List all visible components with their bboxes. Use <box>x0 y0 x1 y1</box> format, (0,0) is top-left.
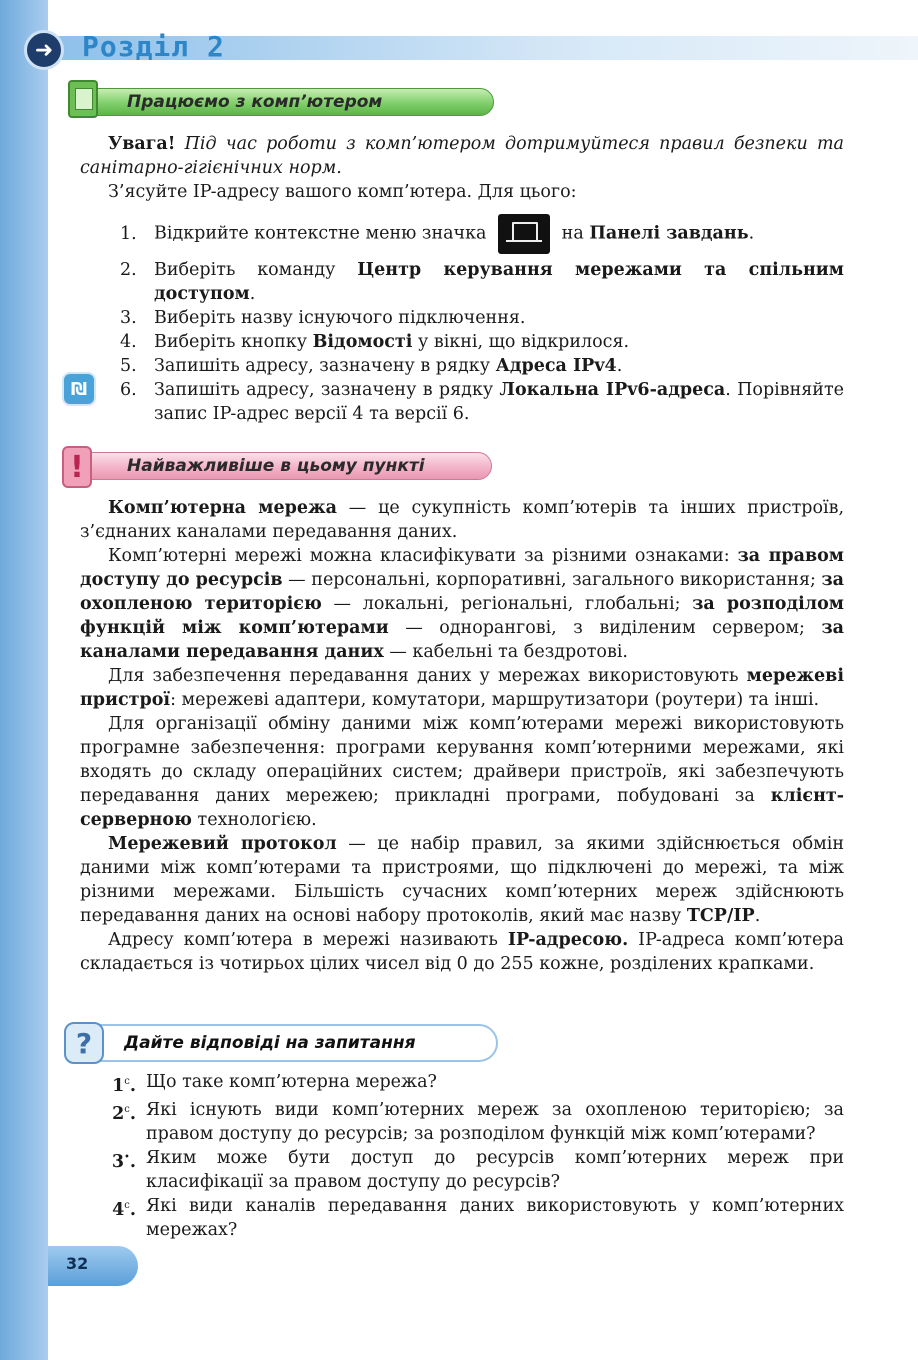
chapter-title: Розділ 2 <box>82 30 225 63</box>
warning-paragraph <box>80 132 844 180</box>
practice-intro: З’ясуйте IP-адресу вашого комп’ютера. Для цього: <box>108 182 577 202</box>
summary-banner <box>66 452 492 480</box>
arrow-right-icon: ➜ <box>24 30 64 70</box>
question-item: $1^с$. Що таке комп’ютерна мережа? <box>112 1072 437 1096</box>
summary-paragraph-6: Адресу комп’ютера в мережі називають IP-адресою. IP-адреса комп’ютера складається із чотирьох цілих чисел від 0 до 255 кожне, розділених крапками. <box>80 930 844 974</box>
questions-list <box>100 1070 844 1242</box>
question-item: $2^с$. Які існують види комп’ютерних мереж за охопленою територією; за правом доступу до ресурсів; за розподілом функцій між комп’ютерами? <box>112 1099 844 1144</box>
summary-paragraph-1: Комп’ютерна мережа — це сукупність комп’ютерів та інших пристроїв, з’єднаних каналами передавання даних. <box>80 498 845 542</box>
list-item: 1. Відкрийте контекстне меню значка на Панелі завдань. <box>120 212 844 256</box>
practice-banner <box>70 88 494 116</box>
network-monitor-icon <box>498 214 550 254</box>
practice-steps <box>120 212 844 426</box>
exclamation-icon: ! <box>62 446 92 488</box>
questions-banner <box>66 1024 498 1062</box>
summary-paragraph-5: Мережевий протокол — це набір правил, за якими здійснюється обмін даними між комп’ютерами та пристроями, що підключені до мережі, та між різними мережами. Більшість сучасних комп’ютерних мереж здійснюють передавання даних на основі набору протоколів, який має назву TCP/IP. <box>80 834 844 926</box>
left-margin-strip <box>0 0 48 1360</box>
question-icon: ? <box>64 1022 104 1064</box>
summary-paragraph-2: Комп’ютерні мережі можна класифікувати за різними ознаками: за правом доступу до ресурсів — персональні, корпоративні, загального використання; за охопленою територією — локальні, регіональні, глобальні; за розподілом функцій між комп’ютерами — однорангові, з виділеним сервером; за каналами передавання даних — кабельні та бездротові. <box>80 546 845 662</box>
list-item: 6. Запишіть адресу, зазначену в рядку Локальна IPv6-адреса. Порівняйте запис IP-адрес версії 4 та версії 6. <box>120 380 844 424</box>
page-number-tab <box>48 1246 138 1286</box>
warning-label: Увага! <box>108 134 176 154</box>
list-item: 4. Виберіть кнопку Відомості у вікні, що відкрилося. <box>120 332 630 352</box>
summary-paragraph-4: Для організації обміну даними між комп’ютерами мережі використовують програмне забезпечення: програми керування комп’ютерними мережами, які входять до складу операційних систем; драйвери пристроїв, які забезпечують передавання даних мережею; прикладні програми, побудовані за клієнт-серверною технологією. <box>80 714 844 830</box>
question-item: 3•. Яким може бути доступ до ресурсів комп’ютерних мереж при класифікації за правом доступу до ресурсів? <box>111 1147 844 1192</box>
questions-banner-label: Дайте відповіді на запитання <box>124 1033 416 1053</box>
summary-banner-label: Найважливіше в цьому пункті <box>127 456 425 476</box>
practice-banner-label: Працюємо з комп’ютером <box>127 92 383 112</box>
link-icon[interactable]: ₪ <box>62 372 96 406</box>
summary-paragraph-3: Для забезпечення передавання даних у мережах використовують мережеві пристрої: мережеві адаптери, комутатори, маршрутизатори (роутери) та інші. <box>80 666 844 710</box>
computer-icon <box>68 80 98 118</box>
page-number: 32 <box>66 1254 89 1273</box>
question-item: $4^с$. Які види каналів передавання даних використовують у комп’ютерних мережах? <box>112 1195 844 1240</box>
list-item: 5. Запишіть адресу, зазначену в рядку Адреса IPv4. <box>120 356 623 376</box>
warning-text: Під час роботи з комп’ютером дотримуйтеся правил безпеки та санітарно-гігієнічних норм. <box>80 134 844 178</box>
list-item: 3. Виберіть назву існуючого підключення. <box>120 308 526 328</box>
list-item: 2. Виберіть команду Центр керування мережами та спільним доступом. <box>120 260 844 304</box>
